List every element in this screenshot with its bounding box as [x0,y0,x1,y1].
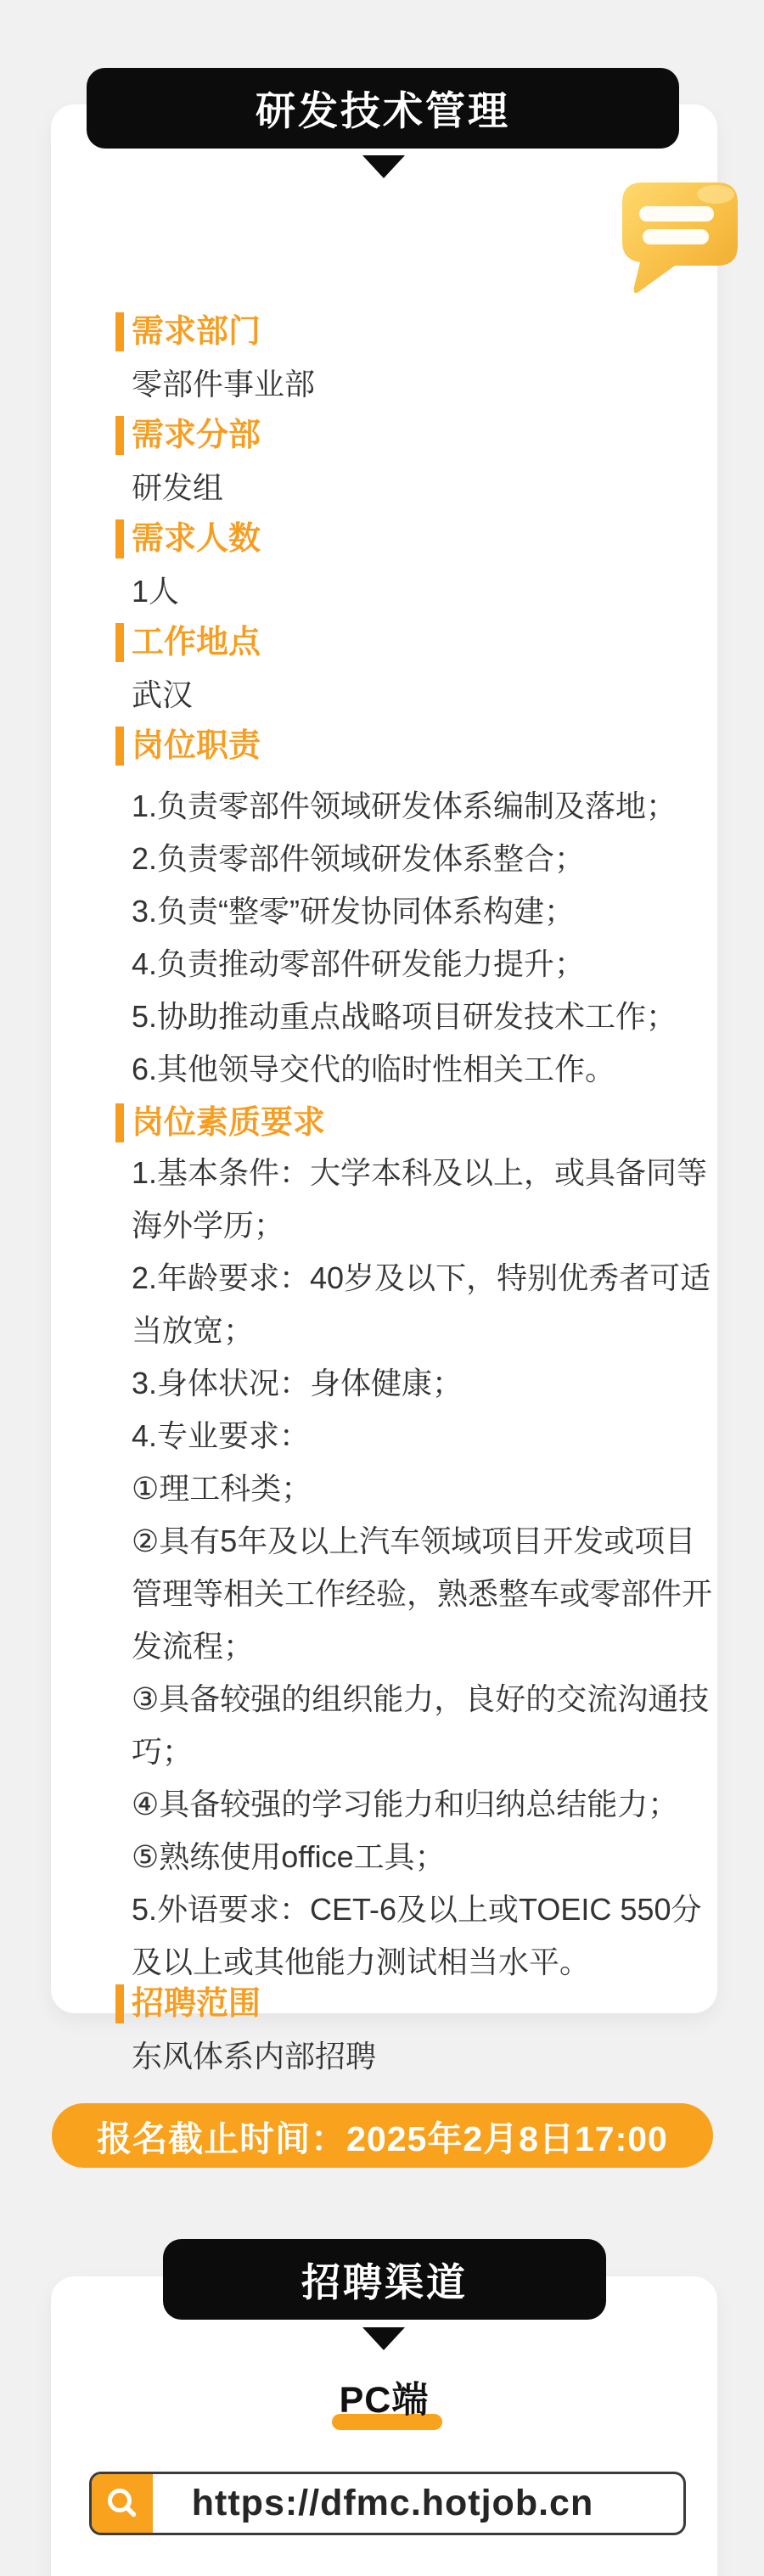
section-label: 招聘范围 [132,1986,261,2022]
list-item: 5.协助推动重点战略项目研发技术工作； [132,999,677,1034]
search-icon [104,2486,140,2522]
channels-title: 招聘渠道 [301,2259,468,2304]
pc-tab-label: PC端 [339,2380,430,2421]
job-detail-card [51,104,717,2074]
down-triangle-icon [362,155,405,178]
url-bar[interactable] [89,2472,686,2535]
list-item: ③具备较强的组织能力，良好的交流沟通技巧； [132,1681,710,1769]
field-row-division [115,415,722,456]
list-item: ⑤熟练使用office工具； [132,1839,446,1874]
label-bar [115,1984,124,2023]
scope-value: 东风体系内部招聘 [132,2039,377,2074]
list-item: 3.身体状况：身体健康； [132,1366,463,1400]
list-item: 4.专业要求： [132,1418,311,1453]
label-bar [115,312,124,351]
down-triangle-icon [362,2327,405,2350]
pc-section [51,2371,717,2423]
list-item: 5.外语要求：CET-6及以上或TOEIC 550分及以上或其他能力测试相当水平。 [132,1892,702,1979]
list-item: ④具备较强的学习能力和归纳总结能力； [132,1787,679,1821]
deadline-text: 报名截止时间：2025年2月8日17:00 [97,2119,668,2158]
field-label: 需求部门 [132,314,261,350]
scope-label-row [115,1984,722,2024]
list-item: 2.年龄要求：40岁及以下，特别优秀者可适当放宽； [132,1260,711,1348]
label-bar [115,1103,124,1142]
label-bar [115,416,124,455]
search-icon-block [92,2474,153,2533]
list-item: 2.负责零部件领域研发体系整合； [132,841,586,876]
field-value: 1人 [132,574,180,609]
field-label: 工作地点 [132,625,261,660]
field-row-headcount [115,519,722,559]
requirements-label-row [115,1103,722,1143]
field-value: 研发组 [132,470,224,505]
job-detail-content [115,311,722,2087]
job-title-banner [87,68,679,149]
deadline-pill [52,2103,713,2168]
requirements-list [115,1147,722,1989]
label-bar [115,727,124,766]
channels-banner [163,2239,606,2320]
list-item: 3.负责“整零”研发协同体系构建； [132,894,576,929]
list-item: 6.其他领导交代的临时性相关工作。 [132,1052,616,1086]
section-label: 岗位素质要求 [132,1105,326,1141]
field-value: 零部件事业部 [132,367,316,401]
label-bar [115,519,124,558]
list-item: 1.基本条件：大学本科及以上，或具备同等海外学历； [132,1155,708,1243]
field-label: 需求人数 [132,521,261,557]
section-label: 岗位职责 [132,728,261,764]
field-row-location [115,622,722,663]
responsibilities-list [115,780,722,1096]
list-item: 1.负责零部件领域研发体系编制及落地； [132,789,677,823]
label-bar [115,623,124,662]
field-label: 需求分部 [132,418,261,453]
responsibilities-label-row [115,726,722,766]
chat-bubble-icon [621,181,739,295]
list-item: ①理工科类； [132,1471,312,1506]
url-text: https://dfmc.hotjob.cn [191,2483,594,2523]
job-title: 研发技术管理 [256,88,510,133]
list-item: ②具有5年及以上汽车领域项目开发或项目管理等相关工作经验，熟悉整车或零部件开发流程； [132,1524,713,1664]
field-value: 武汉 [132,677,194,712]
list-item: 4.负责推动零部件研发能力提升； [132,946,586,981]
field-row-department [115,311,722,352]
